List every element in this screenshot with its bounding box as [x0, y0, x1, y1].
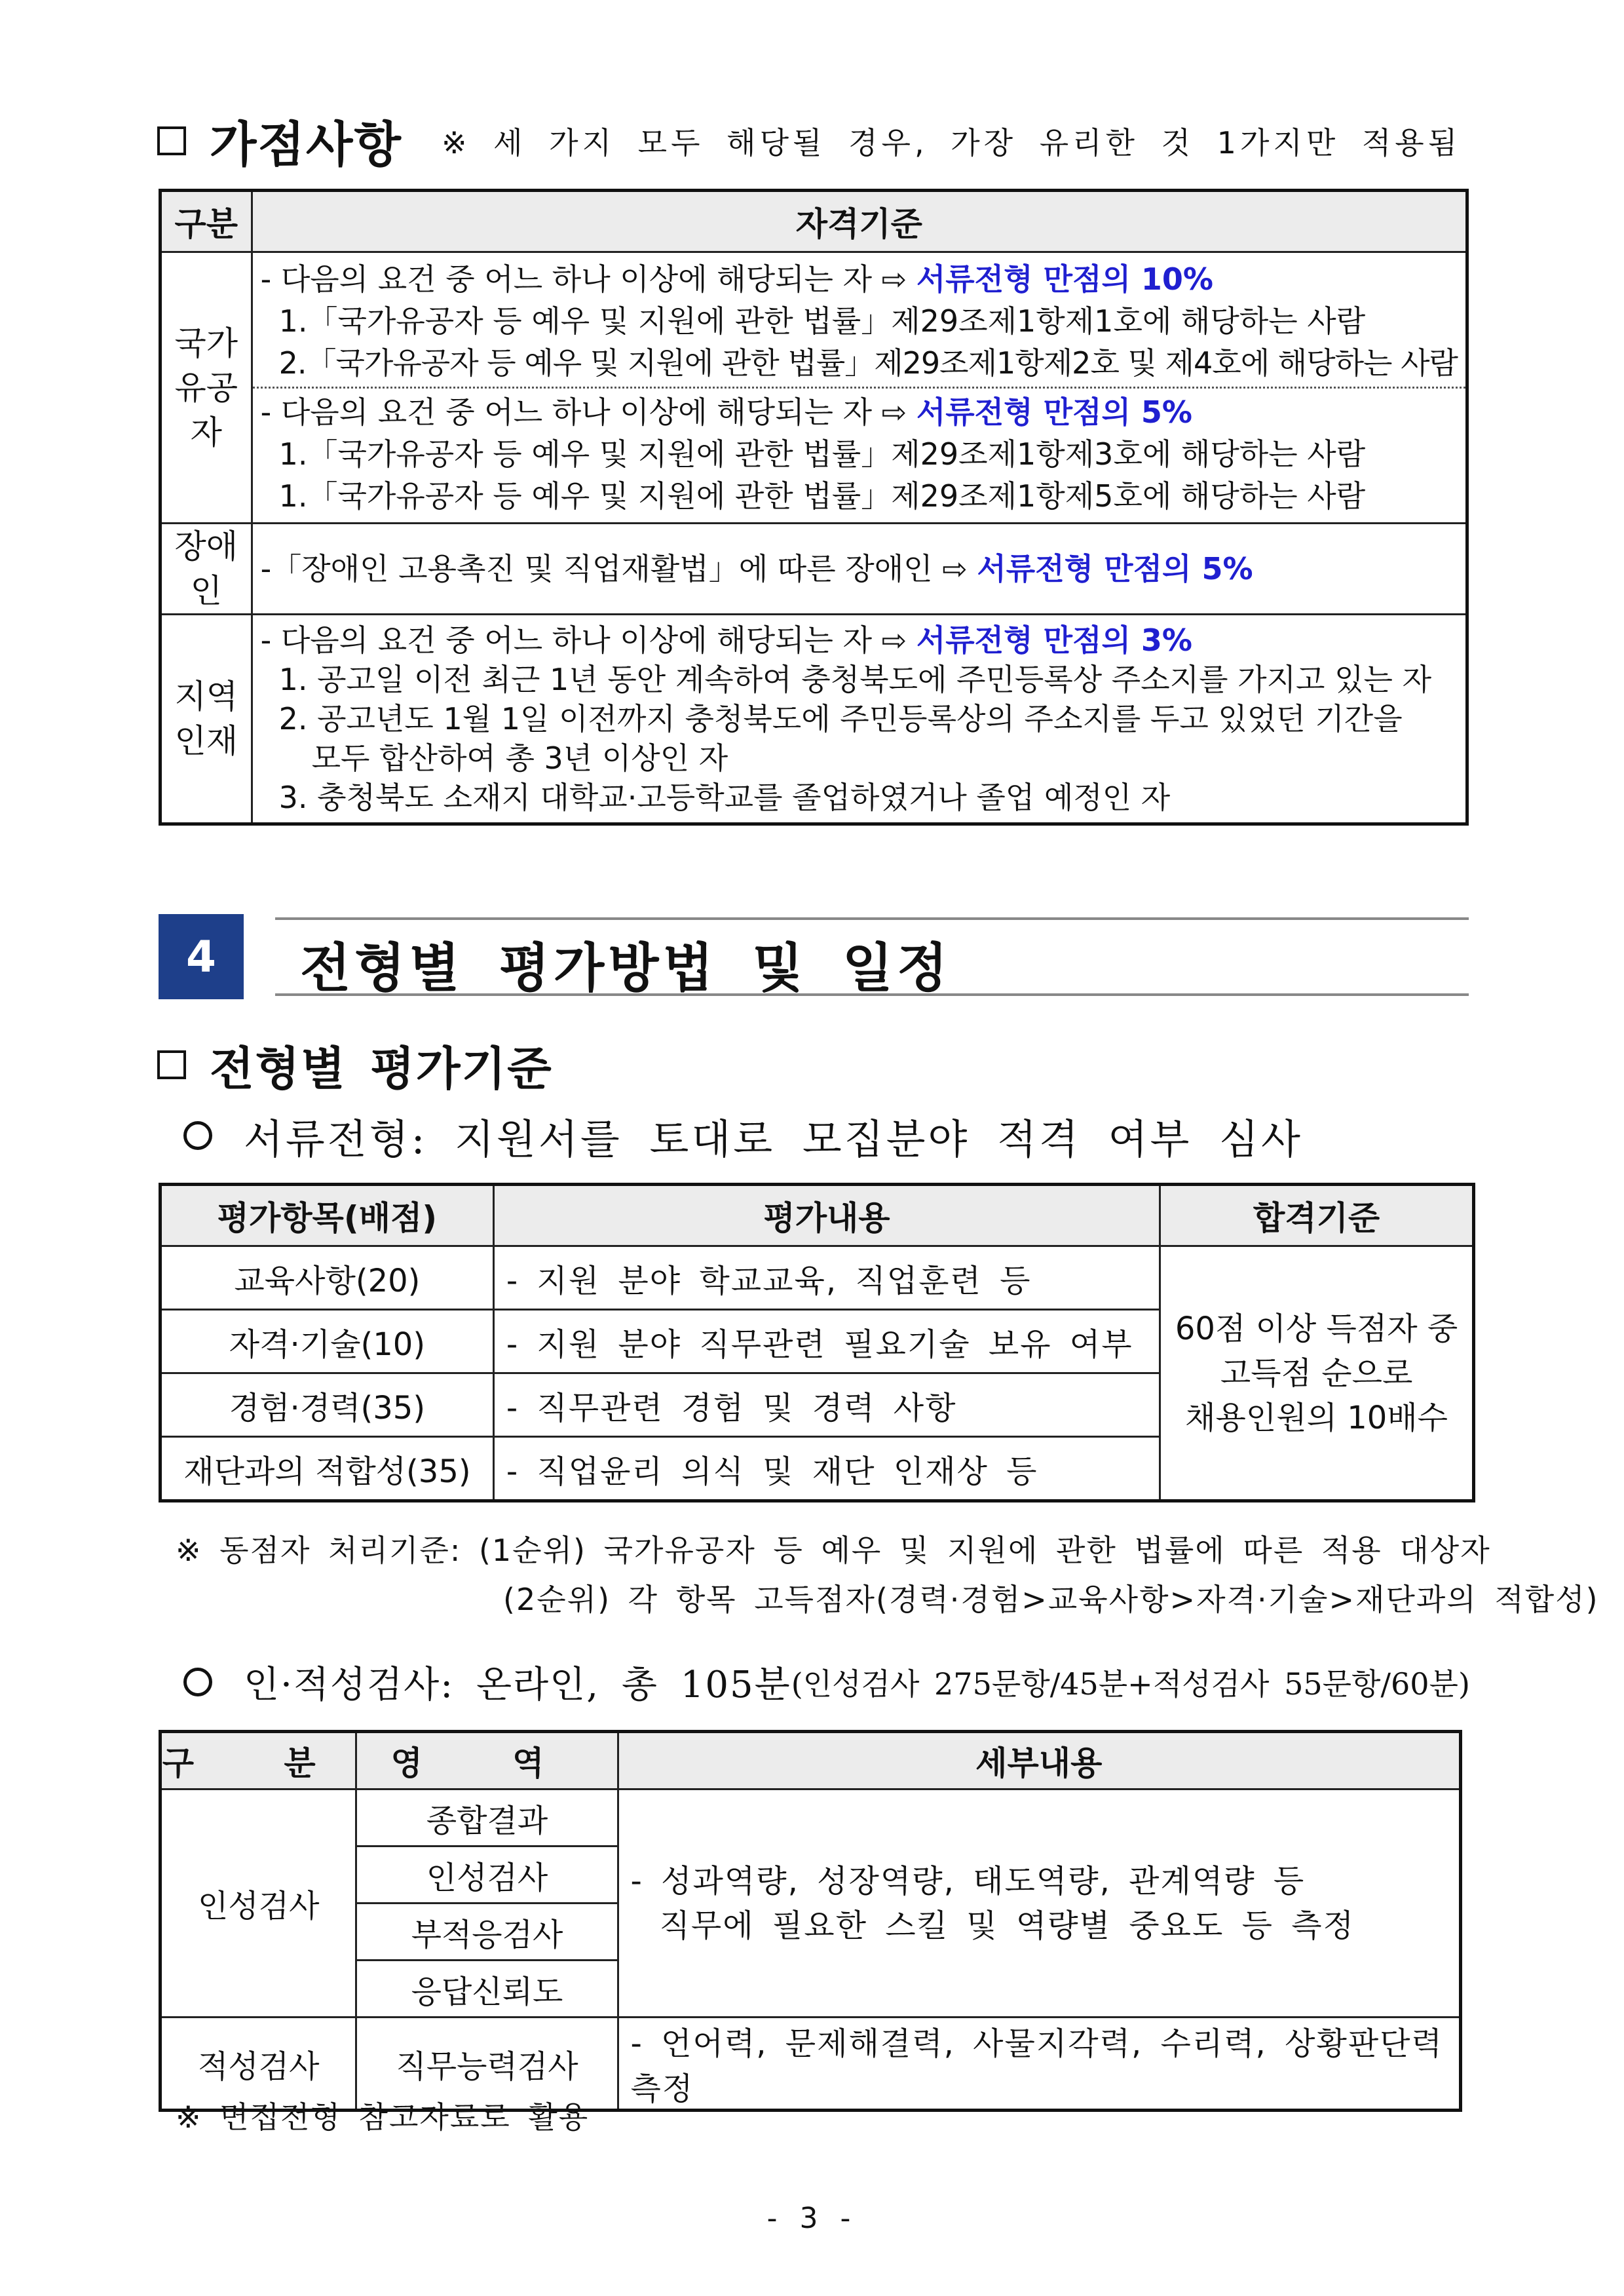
veterans-label: 국가 유공자	[161, 252, 252, 524]
doc-item: 교육사항(20)	[161, 1246, 494, 1310]
veterans-criteria: - 다음의 요건 중 어느 하나 이상에 해당되는 자 ⇨ 서류전형 만점의 10% 1.「국가유공자 등 예우 및 지원에 관한 법률」제29조제1항제1호에 해당하는 사람 2.「국가유공자 등 예우 및 지원에 관한 법률」제29조제1항제2호 및 제4호에 해당하는 사람 - 다음의 요건 중 어느 하나 이상에 해당되는 자 ⇨ 서류전형 만점의 5% 1.「국가유공자 등 예우 및 지원에 관한 법률」제29조제1항제3호에 해당하는 사람 1.「국가유공자 등 예우 및 지원에 관한 법률」제29조제1항제5호에 해당하는 사람	[252, 252, 1467, 524]
bonus-row-local	[161, 615, 1467, 824]
aptitude-test-label: 적성검사	[161, 2018, 356, 2111]
bonus-row-veterans	[161, 252, 1467, 524]
bonus-rate-5: 서류전형 만점의 5%	[916, 394, 1192, 430]
document-screening-table	[159, 1183, 1475, 1502]
document-screening-text: 서류전형: 지원서를 토대로 모집분야 적격 여부 심사	[244, 1115, 1303, 1163]
bonus-table	[159, 189, 1469, 826]
tie-break-note-1: ※ 동점자 처리기준: (1순위) 국가유공자 등 예우 및 지원에 관한 법률에 따른 적용 대상자	[176, 1533, 1491, 1568]
test-area: 인성검사	[356, 1846, 618, 1904]
local-talent-criteria: - 다음의 요건 중 어느 하나 이상에 해당되는 자 ⇨ 서류전형 만점의 3% 1. 공고일 이전 최근 1년 동안 계속하여 충청북도에 주민등록상 주소지를 가지고 있는 자 2. 공고년도 1월 1일 이전까지 충청북도에 주민등록상의 주소지를 두고 있었던 기간을 모두 합산하여 총 3년 이상인 자 3. 충청북도 소재지 대학교·고등학교를 졸업하였거나 졸업 예정인 자	[252, 615, 1467, 824]
doc-content: - 지원 분야 직무관련 필요기술 보유 여부	[493, 1310, 1160, 1373]
table-row	[161, 1246, 1474, 1310]
section-number-badge: 4	[159, 914, 244, 999]
doc-content: - 직업윤리 의식 및 재단 인재상 등	[493, 1437, 1160, 1501]
doc-header-content: 평가내용	[493, 1185, 1160, 1246]
page-number: - 3 -	[766, 2202, 858, 2235]
aptitude-test-line	[183, 1653, 1470, 1712]
test-header-detail: 세부내용	[618, 1732, 1460, 1789]
evaluation-criteria-heading	[157, 1035, 553, 1094]
square-bullet-icon	[157, 1050, 186, 1079]
aptitude-test-detail: - 언어력, 문제해결력, 사물지각력, 수리력, 상황판단력 측정	[618, 2018, 1460, 2111]
bonus-header-criteria: 자격기준	[252, 191, 1467, 252]
doc-content: - 직무관련 경험 및 경력 사항	[493, 1373, 1160, 1437]
test-area: 직무능력검사	[356, 2018, 618, 2111]
bonus-section-note: ※ 세 가지 모두 해당될 경우, 가장 유리한 것 1가지만 적용됨	[441, 125, 1462, 161]
aptitude-test-main: 인·적성검사: 온라인, 총 105분	[244, 1664, 791, 1706]
disabled-criteria: -「장애인 고용촉진 및 직업재활법」에 따른 장애인 ⇨ 서류전형 만점의 5%	[252, 524, 1467, 615]
pass-criteria: 60점 이상 득점자 중 고득점 순으로 채용인원의 10배수	[1160, 1246, 1474, 1501]
tie-break-note-2: (2순위) 각 항목 고득점자(경력·경험>교육사항>자격·기술>재단과의 적합성)	[503, 1582, 1599, 1617]
bonus-row-disabled	[161, 524, 1467, 615]
disabled-label: 장애인	[161, 524, 252, 615]
bonus-section-heading	[157, 111, 1462, 173]
doc-item: 경험·경력(35)	[161, 1373, 494, 1437]
personality-test-detail: - 성과역량, 성장역량, 태도역량, 관계역량 등 직무에 필요한 스킬 및 역량별 중요도 등 측정	[618, 1789, 1460, 2018]
test-area: 부적응검사	[356, 1904, 618, 1961]
table-row	[161, 1789, 1461, 1846]
test-area: 응답신뢰도	[356, 1961, 618, 2018]
aptitude-test-detail: (인성검사 275문항/45분+적성검사 55문항/60분)	[791, 1666, 1470, 1702]
local-talent-label: 지역 인재	[161, 615, 252, 824]
bonus-header-category: 구분	[161, 191, 252, 252]
section-4-title: 전형별 평가방법 및 일정	[300, 938, 952, 999]
test-header-category: 구 분	[161, 1732, 356, 1789]
section-rule-bottom	[275, 993, 1469, 996]
test-area: 종합결과	[356, 1789, 618, 1846]
bonus-rate-3: 서류전형 만점의 3%	[916, 622, 1192, 658]
circle-bullet-icon	[183, 1668, 212, 1696]
doc-item: 재단과의 적합성(35)	[161, 1437, 494, 1501]
section-4-header	[159, 914, 1469, 999]
section-rule-top	[275, 917, 1469, 920]
personality-test-label: 인성검사	[161, 1789, 356, 2018]
dotted-divider	[253, 387, 1465, 389]
personality-aptitude-table	[159, 1730, 1462, 2112]
bonus-rate-5-disabled: 서류전형 만점의 5%	[977, 551, 1253, 586]
doc-header-item: 평가항목(배점)	[161, 1185, 494, 1246]
square-bullet-icon	[157, 126, 186, 155]
document-screening-line	[183, 1106, 1303, 1165]
evaluation-criteria-title: 전형별 평가기준	[210, 1041, 553, 1096]
bonus-rate-10: 서류전형 만점의 10%	[916, 261, 1213, 297]
doc-item: 자격·기술(10)	[161, 1310, 494, 1373]
interview-note: ※ 면접전형 참고자료로 활용	[176, 2099, 590, 2135]
doc-header-pass: 합격기준	[1160, 1185, 1474, 1246]
bonus-section-title: 가점사항	[210, 117, 402, 173]
doc-content: - 지원 분야 학교교육, 직업훈련 등	[493, 1246, 1160, 1310]
test-header-area: 영 역	[356, 1732, 618, 1789]
circle-bullet-icon	[183, 1121, 212, 1150]
